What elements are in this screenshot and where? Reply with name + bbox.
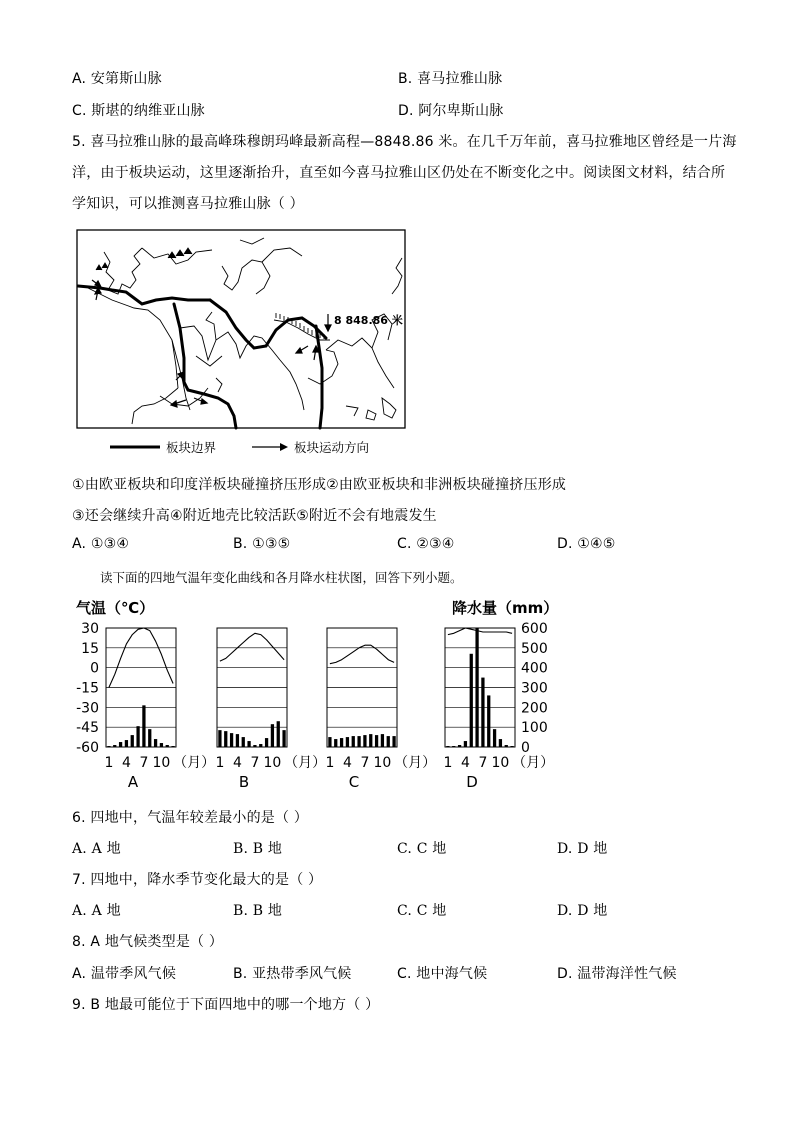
plate-boundary-map <box>76 228 408 460</box>
precip-bar <box>230 733 233 747</box>
month-tick-label: 4 <box>342 755 352 771</box>
q7-option-a[interactable]: A. A 地 <box>72 903 121 919</box>
precip-bar <box>387 736 390 747</box>
month-tick-label: 4 <box>121 755 131 771</box>
month-tick-label: 1 <box>325 755 335 771</box>
map-frame <box>77 230 405 428</box>
q5-stem-line2: 洋，由于板块运动，这里逐渐抬升，直至如今喜马拉雅山区仍处在不断变化之中。阅读图文材料，结合所 <box>72 165 726 181</box>
precip-tick-label: 0 <box>521 740 530 756</box>
precip-bar <box>265 738 268 747</box>
precip-bar <box>218 730 221 747</box>
month-tick-label: 10 <box>152 755 171 771</box>
month-unit-label: （月） <box>284 755 327 771</box>
month-tick-label: 1 <box>443 755 453 771</box>
climate-chart <box>66 592 576 798</box>
precip-tick-label: 100 <box>521 720 548 737</box>
precip-bar <box>334 739 337 747</box>
precip-bar <box>242 737 245 747</box>
precip-bar <box>499 739 502 747</box>
q5-stem-line1: 5. 喜马拉雅山脉的最高峰珠穆朗玛峰最新高程—8848.86 米。在几千万年前，喜马拉雅地区曾经是一片海 <box>72 134 737 150</box>
temp-tick-label: -15 <box>76 680 99 697</box>
precip-bar <box>446 746 449 747</box>
legend-boundary-label: 板块边界 <box>166 440 217 455</box>
panel-label: B <box>238 773 250 791</box>
q6-option-a[interactable]: A. A 地 <box>72 841 121 857</box>
q8-option-b[interactable]: B. 亚热带季风气候 <box>233 966 352 982</box>
precip-bar <box>487 695 490 747</box>
precip-bar <box>271 724 274 747</box>
q5-option-d[interactable]: D. ①④⑤ <box>557 536 616 552</box>
month-tick-label: 1 <box>215 755 225 771</box>
precip-bar <box>357 736 360 747</box>
month-unit-label: （月） <box>512 755 555 771</box>
temp-tick-label: 30 <box>81 621 99 637</box>
q5-stem-line3: 学知识，可以推测喜马拉雅山脉（ ） <box>72 196 304 212</box>
q6-option-c[interactable]: C. C 地 <box>397 841 447 857</box>
temp-tick-label: -45 <box>76 720 99 737</box>
temp-tick-label: 0 <box>90 660 99 677</box>
q8-option-c[interactable]: C. 地中海气候 <box>397 966 488 982</box>
precip-bar <box>142 705 145 747</box>
precip-bar <box>510 746 513 747</box>
precip-bar <box>160 743 163 747</box>
chart-intro: 读下面的四地气温年变化曲线和各月降水柱状图，回答下列小题。 <box>100 570 463 585</box>
precip-bar <box>363 735 366 747</box>
precip-bar <box>119 742 122 747</box>
q4-option-b[interactable]: B. 喜马拉雅山脉 <box>398 71 503 87</box>
q6-option-b[interactable]: B. B 地 <box>233 841 283 857</box>
precip-bar <box>247 741 250 747</box>
temperature-curve <box>448 628 512 635</box>
precip-bar <box>282 730 285 747</box>
q8-stem: 8. A 地气候类型是（ ） <box>72 934 224 950</box>
precip-tick-label: 200 <box>521 700 548 717</box>
temperature-curve <box>220 633 284 661</box>
month-tick-label: 7 <box>478 755 488 771</box>
precip-bar <box>346 737 349 747</box>
month-tick-label: 4 <box>460 755 470 771</box>
precip-bar <box>381 734 384 747</box>
temp-tick-label: -60 <box>76 740 99 756</box>
precip-bar <box>470 654 473 747</box>
legend-direction-label: 板块运动方向 <box>294 440 370 455</box>
temp-tick-label: -30 <box>76 700 99 717</box>
month-tick-label: 7 <box>360 755 370 771</box>
q5-option-a[interactable]: A. ①③④ <box>72 536 130 552</box>
q6-stem: 6. 四地中，气温年较差最小的是（ ） <box>72 810 309 826</box>
precip-bar <box>148 729 151 747</box>
climate-panel-c <box>325 628 436 791</box>
q4-option-a[interactable]: A. 安第斯山脉 <box>72 71 162 87</box>
climate-panel-a <box>104 628 215 791</box>
precip-bar <box>113 745 116 747</box>
q5-option-c[interactable]: C. ②③④ <box>397 536 455 552</box>
q8-option-d[interactable]: D. 温带海洋性气候 <box>557 966 677 982</box>
precip-axis-title: 降水量（mm） <box>452 599 559 617</box>
legend-arrow-icon <box>252 443 288 451</box>
precip-bar <box>475 628 478 747</box>
month-tick-label: 4 <box>232 755 242 771</box>
q9-stem: 9. B 地最可能位于下面四地中的哪一个地方（ ） <box>72 997 380 1013</box>
temp-axis-title: 气温（℃） <box>76 599 155 617</box>
precip-bar <box>328 737 331 747</box>
precip-bar <box>369 734 372 747</box>
precip-bar <box>253 745 256 747</box>
q5-statements-line1: ①由欧亚板块和印度洋板块碰撞挤压形成②由欧亚板块和非洲板块碰撞挤压形成 <box>72 477 567 493</box>
month-tick-label: 10 <box>263 755 282 771</box>
precip-bar <box>136 726 139 747</box>
month-unit-label: （月） <box>173 755 216 771</box>
month-tick-label: 10 <box>491 755 510 771</box>
temperature-curve <box>109 628 173 688</box>
precip-bar <box>493 729 496 747</box>
month-tick-label: 7 <box>139 755 149 771</box>
precip-bar <box>259 744 262 747</box>
precip-bar <box>107 746 110 747</box>
month-tick-label: 1 <box>104 755 114 771</box>
q4-option-d[interactable]: D. 阿尔卑斯山脉 <box>398 103 504 119</box>
temp-tick-label: 15 <box>81 640 99 657</box>
q7-option-d[interactable]: D. D 地 <box>557 903 608 919</box>
precip-bar <box>171 746 174 747</box>
precip-bar <box>131 735 134 747</box>
q7-option-c[interactable]: C. C 地 <box>397 903 447 919</box>
precip-bar <box>277 721 280 747</box>
precip-bar <box>352 736 355 747</box>
panel-label: C <box>348 773 360 791</box>
climate-panel-b <box>215 628 326 791</box>
month-tick-label: 7 <box>250 755 260 771</box>
precip-tick-label: 600 <box>521 621 548 637</box>
q4-option-c[interactable]: C. 斯堪的纳维亚山脉 <box>72 103 205 119</box>
precip-bar <box>458 745 461 747</box>
q5-option-b[interactable]: B. ①③⑤ <box>233 536 291 552</box>
peak-elevation-label: 8 848.86 米 <box>334 314 403 327</box>
precip-bar <box>375 735 378 747</box>
q7-option-b[interactable]: B. B 地 <box>233 903 283 919</box>
panel-label: D <box>466 773 478 791</box>
precip-bar <box>392 736 395 747</box>
precip-bar <box>481 678 484 747</box>
month-unit-label: （月） <box>394 755 437 771</box>
precip-bar <box>154 739 157 747</box>
precip-bar <box>166 745 169 747</box>
precip-tick-label: 400 <box>521 660 548 677</box>
precip-bar <box>224 731 227 747</box>
precip-tick-label: 300 <box>521 680 548 697</box>
precip-bar <box>452 746 455 747</box>
month-tick-label: 10 <box>373 755 392 771</box>
panel-label: A <box>127 773 139 791</box>
q6-option-d[interactable]: D. D 地 <box>557 841 608 857</box>
precip-tick-label: 500 <box>521 640 548 657</box>
precip-bar <box>464 741 467 747</box>
q7-stem: 7. 四地中，降水季节变化最大的是（ ） <box>72 872 323 888</box>
precip-bar <box>236 734 239 747</box>
precip-bar <box>505 745 508 747</box>
precip-bar <box>340 738 343 747</box>
q8-option-a[interactable]: A. 温带季风气候 <box>72 966 177 982</box>
precip-bar <box>125 740 128 747</box>
q5-statements-line2: ③还会继续升高④附近地壳比较活跃⑤附近不会有地震发生 <box>72 508 437 524</box>
